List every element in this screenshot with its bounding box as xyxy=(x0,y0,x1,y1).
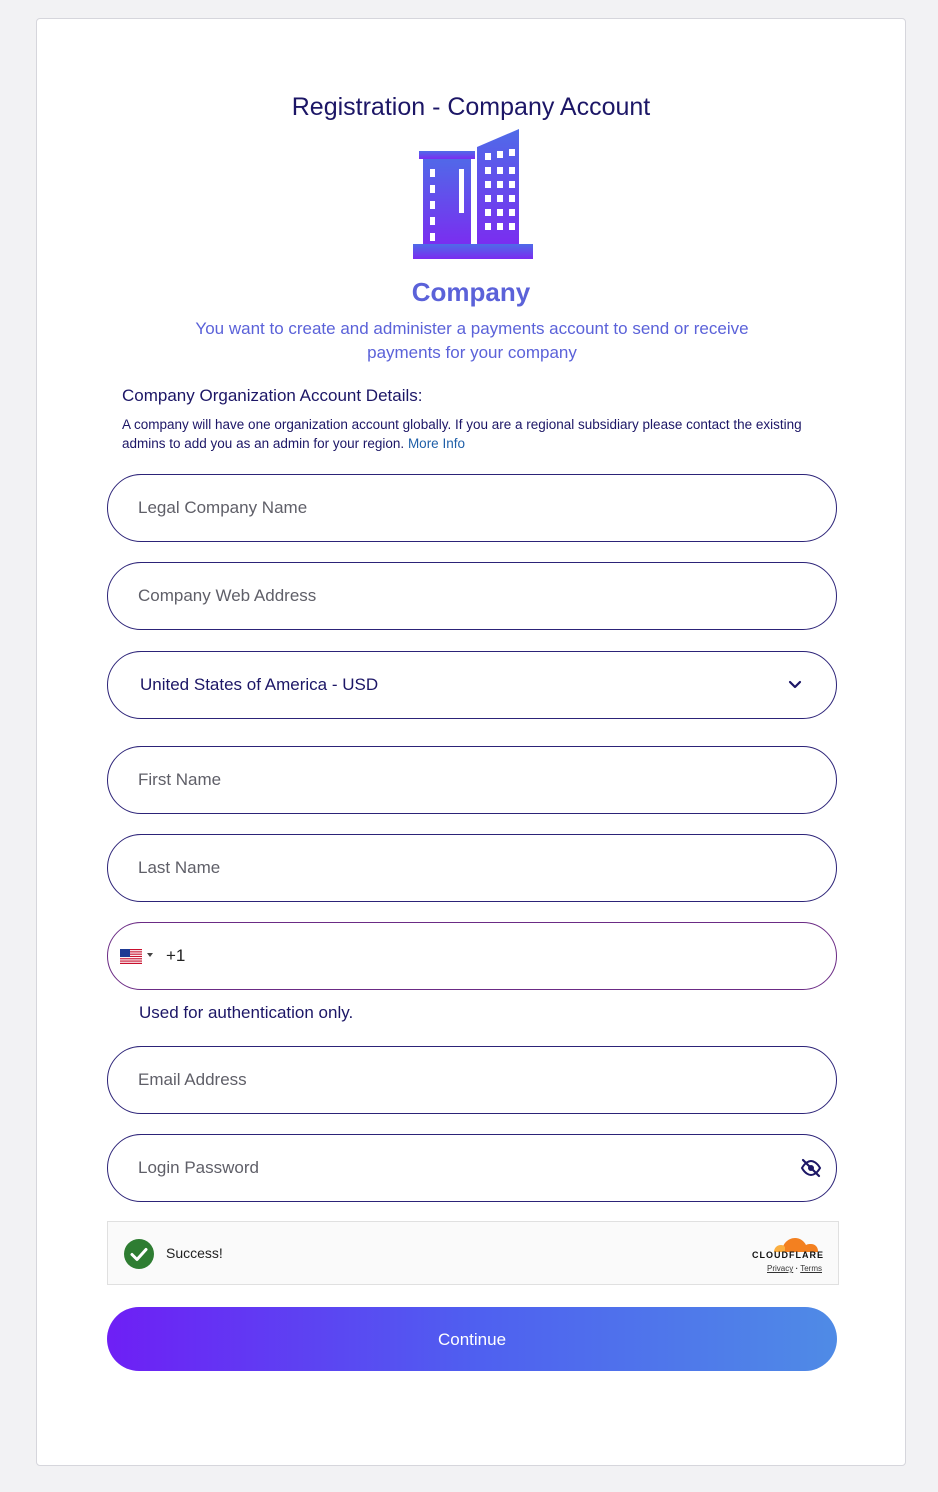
page-title: Registration - Company Account xyxy=(291,93,651,121)
captcha-status: Success! xyxy=(166,1245,223,1261)
continue-button[interactable]: Continue xyxy=(107,1307,837,1371)
section-title: Company Organization Account Details: xyxy=(122,386,423,405)
first-name-placeholder: First Name xyxy=(138,770,222,789)
country-currency-select[interactable] xyxy=(107,651,837,719)
captcha-widget[interactable] xyxy=(107,1221,839,1285)
country-currency-value: United States of America - USD xyxy=(140,675,379,694)
legal-company-name-input[interactable] xyxy=(107,474,837,542)
us-flag-icon[interactable] xyxy=(120,949,142,964)
captcha-link-separator: · xyxy=(795,1264,799,1273)
more-info-link[interactable]: More Info xyxy=(407,436,465,451)
first-name-input[interactable] xyxy=(107,746,837,814)
last-name-input[interactable] xyxy=(107,834,837,902)
email-input[interactable] xyxy=(107,1046,837,1114)
cloudflare-wordmark: CLOUDFLARE xyxy=(752,1250,824,1260)
company-web-address-placeholder: Company Web Address xyxy=(138,586,317,605)
email-placeholder: Email Address xyxy=(138,1070,247,1089)
phone-input[interactable] xyxy=(107,922,837,990)
account-type-title: Company xyxy=(411,277,531,307)
eye-off-icon[interactable] xyxy=(800,1158,822,1178)
chevron-down-icon xyxy=(788,678,802,692)
captcha-links xyxy=(767,1264,822,1273)
last-name-placeholder: Last Name xyxy=(138,858,221,877)
success-check-icon xyxy=(124,1239,154,1269)
section-description-text: A company will have one organization account globally. If you are a regional subsidiary please contact the existing admins to add you as an admin for your region. xyxy=(122,417,802,451)
password-input[interactable] xyxy=(107,1134,837,1202)
office-building-icon xyxy=(413,129,533,259)
country-caret-icon[interactable] xyxy=(147,953,153,957)
account-type-description: You want to create and administer a payments account to send or receive payments for your company xyxy=(195,319,749,362)
phone-hint: Used for authentication only. xyxy=(139,1003,354,1022)
legal-company-name-placeholder: Legal Company Name xyxy=(138,498,308,517)
company-web-address-input[interactable] xyxy=(107,562,837,630)
section-description xyxy=(122,415,842,453)
captcha-terms-link[interactable]: Terms xyxy=(800,1264,822,1273)
captcha-privacy-link[interactable]: Privacy xyxy=(767,1264,794,1273)
password-placeholder: Login Password xyxy=(138,1158,259,1177)
dial-code: +1 xyxy=(166,946,186,965)
registration-card xyxy=(36,18,906,1466)
